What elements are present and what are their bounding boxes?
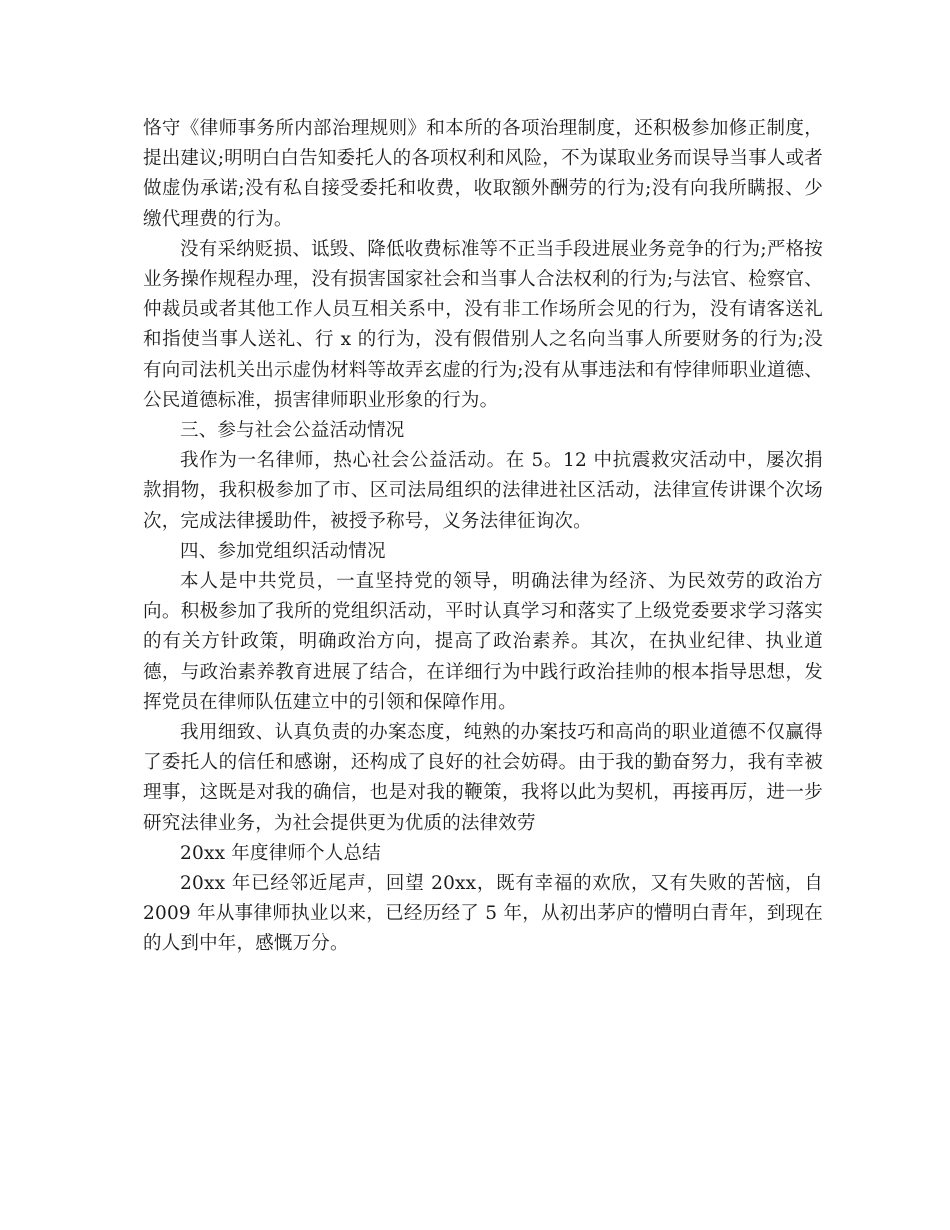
summary-title: 20xx 年度律师个人总结 (180, 842, 381, 864)
document-body (143, 114, 823, 960)
paragraph-4: 我作为一名律师，热心社会公益活动。在 5。12 中抗震救灾活动中，屡次捐款捐物，我积极参加了市、区司法局组织的法律进社区活动，法律宣传讲课个次场次，完成法律援助件，被授予称号，义务法律征询次。 (143, 450, 823, 532)
section-heading-3: 三、参与社会公益活动情况 (180, 420, 405, 442)
paragraph-9: 20xx 年已经邻近尾声，回望 20xx，既有幸福的欢欣，又有失败的苦恼，自 2009 年从事律师执业以来，已经历经了 5 年，从初出茅庐的懵明白青年，到现在的人到中年，感慨万分。 (143, 873, 823, 955)
paragraph-6: 本人是中共党员，一直坚持党的领导，明确法律为经济、为民效劳的政治方向。积极参加了我所的党组织活动，平时认真学习和落实了上级党委要求学习落实的有关方针政策，明确政治方向，提高了政治素养。其次，在执业纪律、执业道德，与政治素养教育进展了结合，在详细行为中践行政治挂帅的根本指导思想，发挥党员在律师队伍建立中的引领和保障作用。 (143, 571, 823, 713)
paragraph-7: 我用细致、认真负责的办案态度，纯熟的办案技巧和高尚的职业道德不仅赢得了委托人的信任和感谢，还构成了良好的社会妨碍。由于我的勤奋努力，我有幸被理事，这既是对我的确信，也是对我的鞭策，我将以此为契机，再接再厉，进一步研究法律业务，为社会提供更为优质的法律效劳 (143, 722, 823, 834)
section-heading-4: 四、参加党组织活动情况 (180, 540, 386, 562)
paragraph-2: 没有采纳贬损、诋毁、降低收费标准等不正当手段进展业务竞争的行为;严格按业务操作规程办理，没有损害国家社会和当事人合法权利的行为;与法官、检察官、仲裁员或者其他工作人员互相关系中，没有非工作场所会见的行为，没有请客送礼和指使当事人送礼、行 x 的行为，没有假借别人之名向当事人所要财务的行为;没有向司法机关出示虚伪材料等故弄玄虚的行为;没有从事违法和有悖律师职业道德、公民道德标准，损害律师职业形象的行为。 (143, 238, 823, 411)
paragraph-1: 恪守《律师事务所内部治理规则》和本所的各项治理制度，还积极参加修正制度，提出建议;明明白白告知委托人的各项权利和风险，不为谋取业务而误导当事人或者做虚伪承诺;没有私自接受委托和收费，收取额外酬劳的行为;没有向我所瞒报、少缴代理费的行为。 (143, 118, 823, 230)
